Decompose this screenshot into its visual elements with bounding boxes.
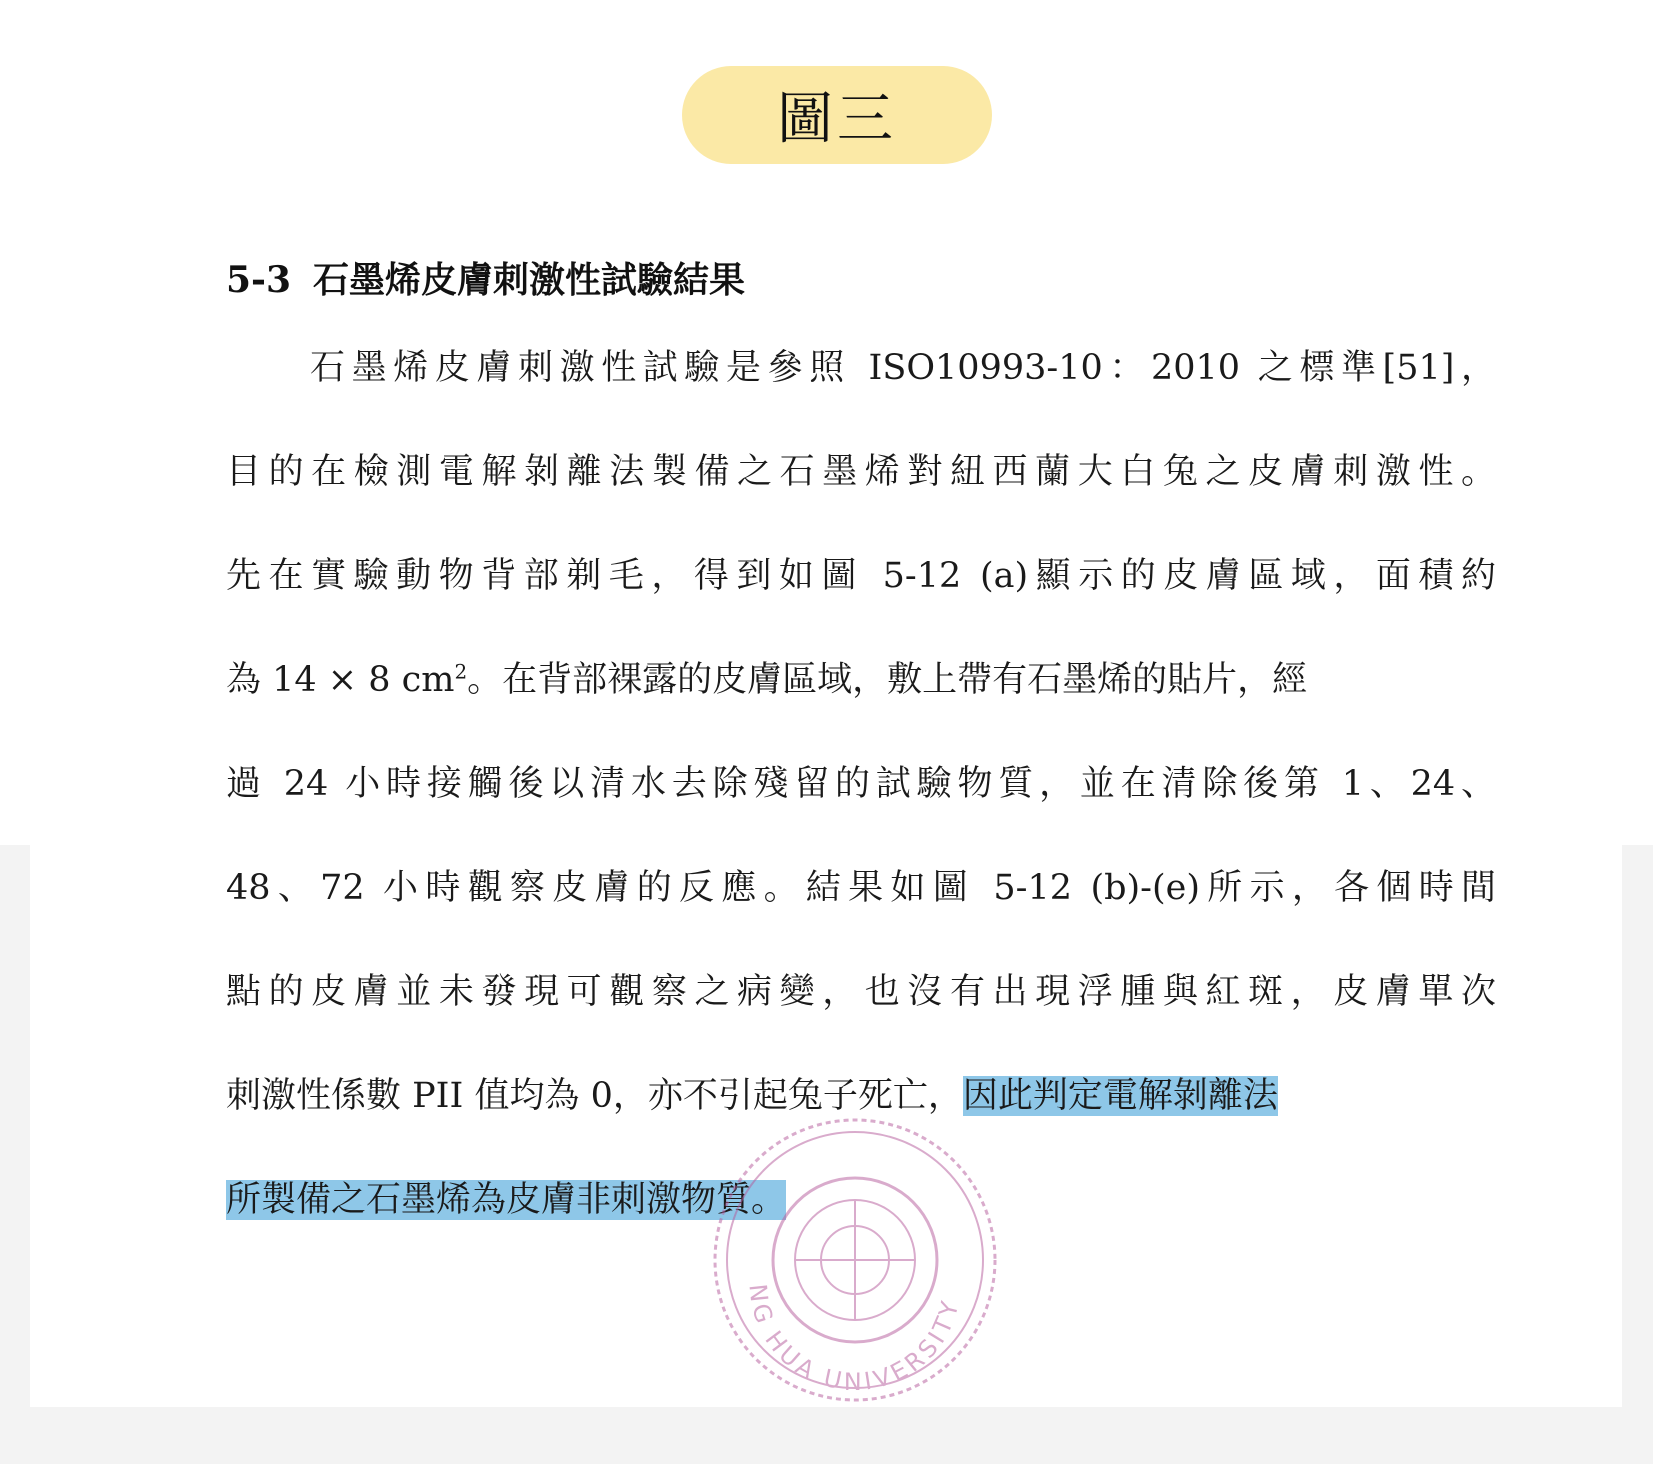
highlighted-conclusion-part-2: 所製備之石墨烯為皮膚非刺激物質。	[226, 1180, 787, 1220]
highlighted-conclusion-part-1: 因此判定電解剝離法	[962, 1076, 1278, 1116]
paragraph-line-4-start: 為 14 × 8 cm	[226, 660, 455, 700]
section-title: 石墨烯皮膚刺激性試驗結果	[313, 259, 746, 301]
paragraph-line-4	[226, 650, 1496, 710]
seal-text: NG HUA UNIVERSITY	[743, 1282, 966, 1397]
paragraph-line-3: 先在實驗動物背部剃毛，得到如圖 5-12 (a)顯示的皮膚區域，面積約	[226, 556, 1496, 596]
superscript-exponent: 2	[454, 659, 468, 684]
paragraph-line-7: 點的皮膚並未發現可觀察之病變，也沒有出現浮腫與紅斑，皮膚單次	[226, 972, 1496, 1012]
figure-badge	[682, 66, 992, 164]
paragraph-line-6: 48、72 小時觀察皮膚的反應。結果如圖 5-12 (b)-(e)所示，各個時間	[226, 868, 1496, 908]
section-heading	[226, 252, 745, 303]
university-seal	[690, 1110, 1020, 1410]
paragraph-line-8-start: 刺激性係數 PII 值均為 0，亦不引起兔子死亡，	[226, 1076, 963, 1116]
paragraph-line-2: 目的在檢測電解剝離法製備之石墨烯對紐西蘭大白兔之皮膚刺激性。	[226, 452, 1496, 492]
paragraph-line-4-end: 。在背部裸露的皮膚區域，敷上帶有石墨烯的貼片，經	[467, 660, 1308, 700]
paragraph-line-1: 石墨烯皮膚刺激性試驗是參照 ISO10993-10：2010 之標準[51]，	[310, 348, 1496, 388]
paragraph-line-5: 過 24 小時接觸後以清水去除殘留的試驗物質，並在清除後第 1、24、	[226, 764, 1496, 804]
section-number: 5-3	[226, 259, 292, 301]
figure-badge-label: 圖三	[777, 87, 897, 152]
